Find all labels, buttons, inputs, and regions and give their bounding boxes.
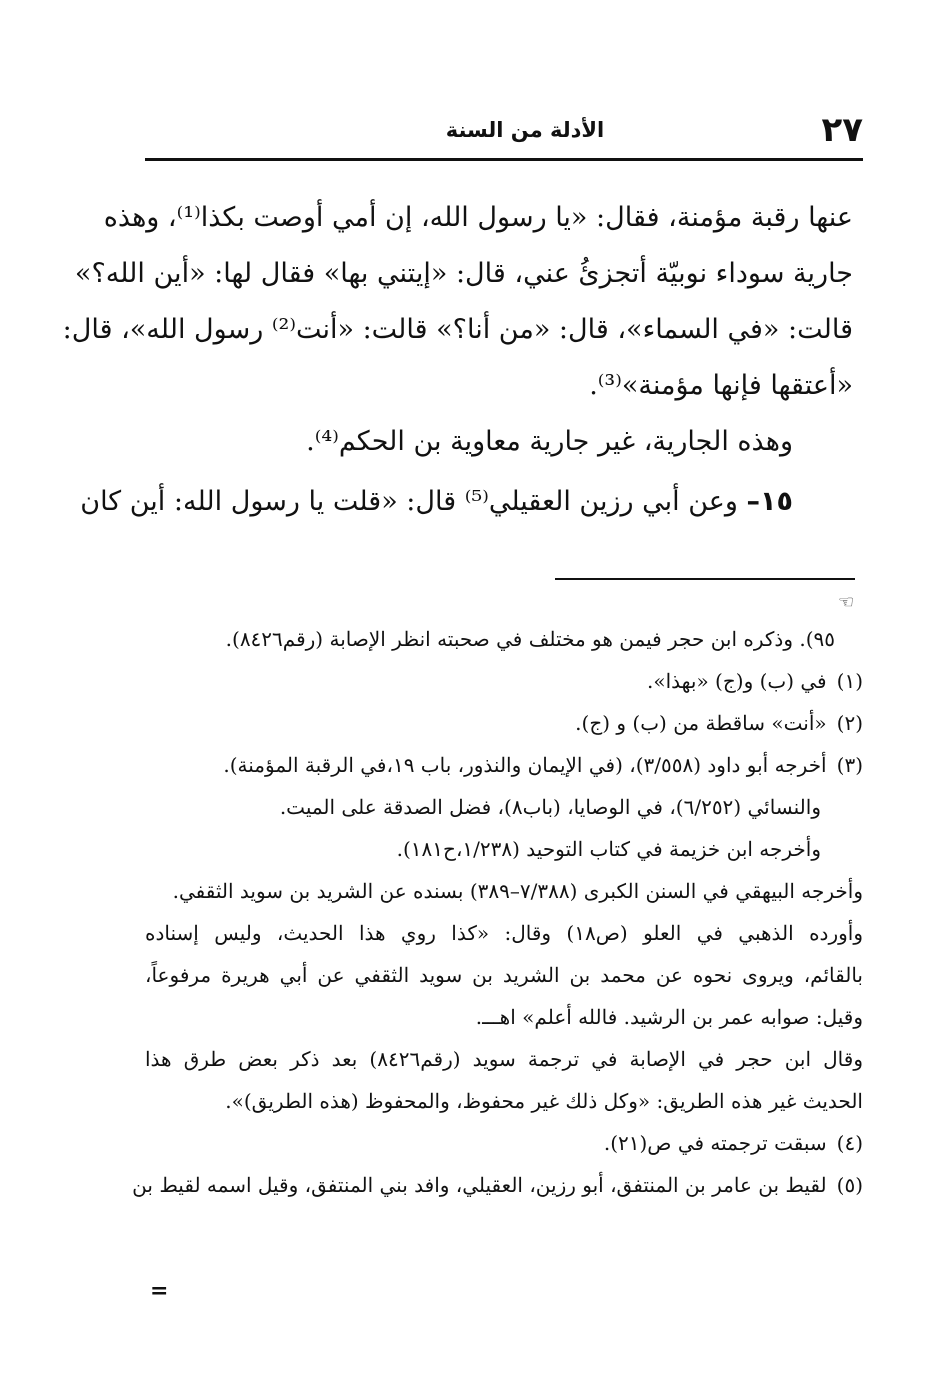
footnote-3 [145,744,863,786]
footnote-separator [555,578,855,580]
footnote-line: وأخرجه ابن خزيمة في كتاب التوحيد (١/٢٣٨،ح١٨١). [396,837,821,861]
footnote-text: في (ب) و(ج) «بهذا». [647,669,827,693]
footnote-5 [132,1164,863,1206]
main-text [62,190,853,530]
continuation-sign: = [150,1278,169,1304]
footnote-line: وقيل: صوابه عمر بن الرشيد. فالله أعلم» اهـــ. [475,1005,863,1029]
footnote-text: أخرجه أبو داود (٣/٥٥٨)، (في الإيمان والنذور، باب ١٩،في الرقبة المؤمنة). [223,753,827,777]
footnote-line: وأخرجه البيهقي في السنن الكبرى (٧/٣٨٨–٣٨٩) بسنده عن الشريد بن سويد الثقفي. [172,879,863,903]
running-title: الأدلة من السنة [445,118,605,142]
text-line: عنها رقبة مؤمنة، فقال: «يا رسول الله، إن أمي أوصت بكذا⁽¹⁾، وهذه [103,202,853,233]
text-line: وهذه الجارية، غير جارية معاوية بن الحكم⁽⁴⁾. [306,426,793,457]
footnote-marker: (٢) [836,711,863,735]
footnote-marker: (٤) [836,1131,863,1155]
footnote-text: «أنت» ساقطة من (ب) و (ج). [575,711,827,735]
footnote-line: الحديث غير هذه الطريق: «وكل ذلك غير محفوظ، والمحفوظ (هذه الطريق)». [225,1089,863,1113]
text-line: وعن أبي رزين العقيلي⁽⁵⁾ قال: «قلت يا رسول الله: أين كان [80,486,738,517]
header-rule [145,158,863,161]
footnotes [132,618,863,1206]
footnote-marker: (١) [836,669,863,693]
footnote-marker: (٣) [836,753,863,777]
footnote-carry-over: ٩٥). وذكره ابن حجر فيمن هو مختلف في صحبته انظر الإصابة (رقم٨٤٢٦). [225,627,835,651]
footnote-text: لقيط بن عامر بن المنتفق، أبو رزين، العقيلي، وافد بني المنتفق، وقيل اسمه لقيط بن [132,1173,827,1197]
pointing-hand-icon: ☜ [838,592,855,613]
hadith-line [80,474,853,530]
footnote-1 [145,660,863,702]
footnote-marker: (٥) [836,1173,863,1197]
footnote-line: وأورده الذهبي في العلو (ص١٨) وقال: «كذا روي هذا الحديث، وليس إسناده [145,921,863,945]
text-line: قالت: «في السماء»، قال: «من أنا؟» قالت: «أنت⁽²⁾ رسول الله»، قال: [62,314,853,345]
hadith-number: ١٥– [746,486,793,517]
footnote-line: بالقائم، ويروى نحوه عن محمد بن الشريد بن سويد الثقفي عن أبي هريرة مرفوعاً، [145,963,863,987]
footnote-line: وقال ابن حجر في الإصابة في ترجمة سويد (رقم٨٤٢٦) بعد ذكر بعض طرق هذا [145,1047,863,1071]
footnote-4 [145,1122,863,1164]
text-line: «أعتقها فإنها مؤمنة»⁽³⁾. [589,370,853,401]
footnote-2 [145,702,863,744]
page-header [145,110,863,160]
footnote-text: سبقت ترجمته في ص(٢١). [603,1131,827,1155]
text-line: جارية سوداء نوبيّة أتجزئُ عني، قال: «إيتني بها» فقال لها: «أين الله؟» [74,258,853,289]
footnote-line: والنسائي (٦/٢٥٢)، في الوصايا، (باب٨)، فضل الصدقة على الميت. [279,795,821,819]
page-number: ٢٧ [821,110,863,150]
